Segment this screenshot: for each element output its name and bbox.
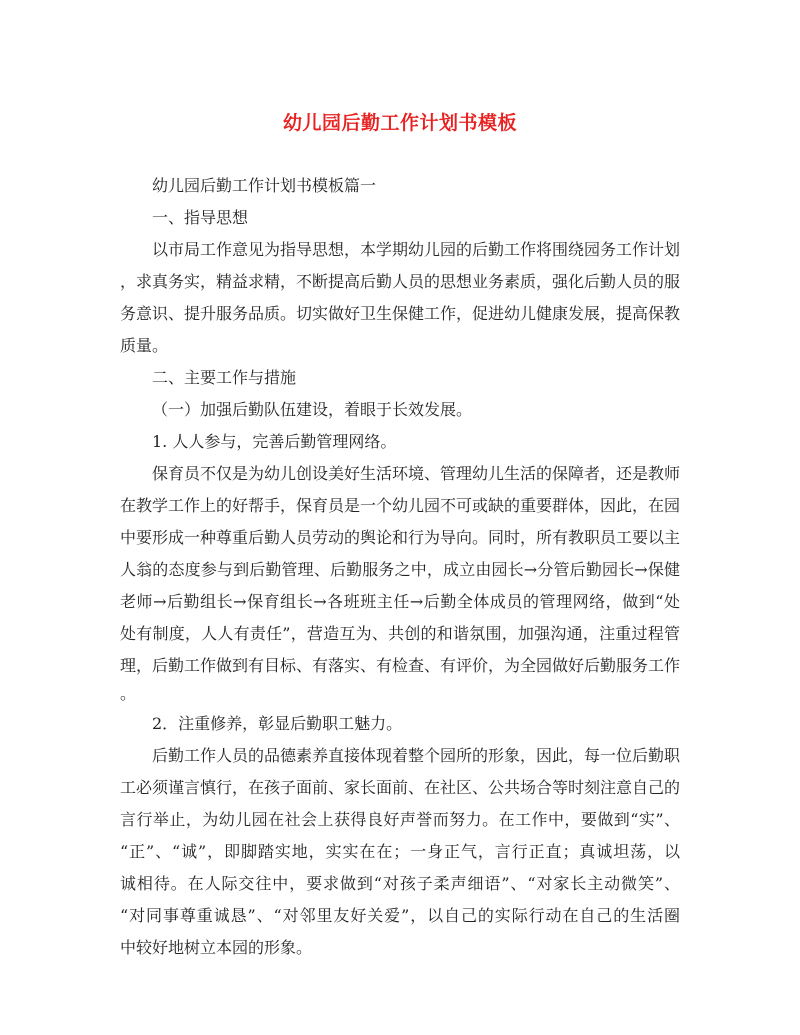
section-heading-2: 二、主要工作与措施 bbox=[152, 368, 297, 387]
paragraph-line: 处有制度，人人有责任”，营造互为、共创的和谐氛围，加强沟通，注重过程管 bbox=[120, 624, 680, 643]
subsection-heading: （一）加强后勤队伍建设，着眼于长效发展。 bbox=[152, 400, 473, 419]
paragraph-line: 后勤工作人员的品德素养直接体现着整个园所的形象，因此，每一位后勤职 bbox=[152, 746, 681, 765]
item-heading-1: 1. 人人参与，完善后勤管理网络。 bbox=[152, 432, 397, 451]
paragraph-line: 保育员不仅是为幼儿创设美好生活环境、管理幼儿生活的保障者，还是教师 bbox=[152, 464, 681, 483]
section-heading-1: 一、指导思想 bbox=[152, 208, 249, 227]
paragraph-line: 。 bbox=[120, 684, 137, 703]
item-heading-2: 2．注重修养，彰显后勤职工魅力。 bbox=[152, 714, 403, 733]
paragraph-line: “对同事尊重诚恳”、“对邻里友好关爱”，以自己的实际行动在自己的生活圈 bbox=[120, 906, 680, 925]
paragraph-line: 中较好地树立本园的形象。 bbox=[120, 938, 313, 957]
paragraph-line: 以市局工作意见为指导思想，本学期幼儿园的后勤工作将围绕园务工作计划 bbox=[152, 240, 681, 259]
paragraph-line: 言行举止，为幼儿园在社会上获得良好声誉而努力。在工作中，要做到“实”、 bbox=[120, 810, 680, 829]
paragraph-line: 务意识、提升服务品质。切实做好卫生保健工作，促进幼儿健康发展，提高保教 bbox=[120, 304, 681, 323]
paragraph-line: 诚相待。在人际交往中，要求做到“对孩子柔声细语”、“对家长主动微笑”、 bbox=[120, 874, 680, 893]
section-heading-article: 幼儿园后勤工作计划书模板篇一 bbox=[152, 176, 377, 195]
paragraph-line: 人翁的态度参与到后勤管理、后勤服务之中，成立由园长→分管后勤园长→保健 bbox=[120, 560, 680, 579]
paragraph-line: 工必须谨言慎行，在孩子面前、家长面前、在社区、公共场合等时刻注意自己的 bbox=[120, 778, 681, 797]
paragraph-line: 质量。 bbox=[120, 336, 169, 355]
paragraph-line: 中要形成一种尊重后勤人员劳动的舆论和行为导向。同时，所有教职员工要以主 bbox=[120, 528, 681, 547]
paragraph-line: “正”、“诚”，即脚踏实地，实实在在；一身正气，言行正直；真诚坦荡，以 bbox=[120, 842, 680, 861]
paragraph-line: ，求真务实，精益求精，不断提高后勤人员的思想业务素质，强化后勤人员的服 bbox=[120, 272, 681, 291]
document-title: 幼儿园后勤工作计划书模板 bbox=[282, 112, 517, 134]
paragraph-line: 理，后勤工作做到有目标、有落实、有检查、有评价，为全园做好后勤服务工作 bbox=[120, 656, 681, 675]
paragraph-line: 在教学工作上的好帮手，保育员是一个幼儿园不可或缺的重要群体，因此，在园 bbox=[120, 496, 681, 515]
paragraph-line: 老师→后勤组长→保育组长→各班班主任→后勤全体成员的管理网络，做到“处 bbox=[120, 592, 680, 611]
